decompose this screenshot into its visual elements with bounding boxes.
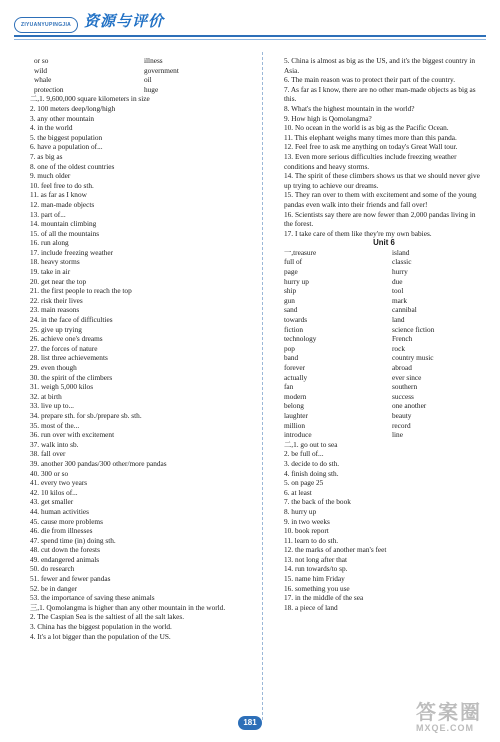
answer-line: 33. live up to...	[30, 401, 74, 411]
answer-line: 16. run along	[30, 238, 69, 248]
vocab-word: belong	[284, 401, 304, 411]
vocab-word: science fiction	[392, 324, 435, 334]
right-answer-list-top	[284, 56, 484, 238]
answer-line: 48. cut down the forests	[30, 545, 100, 555]
answer-line: 10. feel free to do sth.	[30, 180, 94, 190]
answer-line: 44. human activities	[30, 506, 89, 516]
answer-line: 4. It's a lot bigger than the population of the US.	[30, 631, 171, 641]
left-column	[30, 56, 256, 641]
answer-line: 27. the forces of nature	[30, 343, 98, 353]
answer-line: 9. much older	[30, 171, 71, 181]
answer-line: 18. heavy storms	[30, 257, 80, 267]
answer-line: 2. 100 meters deep/long/high	[30, 103, 116, 113]
vocab-word: full of	[284, 257, 303, 267]
answer-line: 15. They ran over to them with excitement and some of the young pandas even walk into their friends and fall over!	[284, 190, 477, 209]
column-divider	[262, 52, 263, 720]
answer-line: 25. give up trying	[30, 324, 82, 334]
answer-line: 8. What's the highest mountain in the world?	[284, 103, 415, 113]
left-answer-list	[30, 94, 256, 641]
answer-line: 47. spend time (in) doing sth.	[30, 535, 116, 545]
vocab-word: rock	[392, 343, 405, 353]
vocab-word: illness	[144, 56, 163, 65]
answer-line: 3. decide to do sth.	[284, 458, 340, 468]
answer-line: 18. a piece of land	[284, 602, 338, 612]
answer-line: 9. How high is Qomolangma?	[284, 113, 372, 123]
vocab-word: tool	[392, 286, 404, 296]
vocab-word: hurry	[392, 267, 408, 277]
answer-line: 17. in the middle of the sea	[284, 593, 364, 603]
answer-line: 4. in the world	[30, 123, 73, 133]
brand-label: ZIYUANYUPINGJIA	[14, 17, 78, 33]
answer-line: 2. The Caspian Sea is the saltiest of all the salt lakes.	[30, 612, 185, 622]
answer-line: 6. The main reason was to protect their part of the country.	[284, 75, 456, 85]
watermark-logo	[414, 696, 494, 738]
vocab-word: wild	[34, 65, 47, 75]
answer-line: 52. be in danger	[30, 583, 78, 593]
answer-line: 11. learn to do sth.	[284, 535, 339, 545]
answer-line: 17. include freezing weather	[30, 247, 114, 257]
answer-line: 15. of all the mountains	[30, 228, 100, 238]
vocab-word: whale	[34, 75, 52, 85]
right-answer-list-bottom	[284, 440, 484, 613]
answer-line: 8. one of the oldest countries	[30, 161, 115, 171]
page-number: 181	[238, 716, 262, 730]
answer-line: 4. finish doing sth.	[284, 468, 339, 478]
answer-line: 3. any other mountain	[30, 113, 95, 123]
answer-line: 20. get near the top	[30, 276, 87, 286]
answer-line: 36. run over with excitement	[30, 430, 115, 440]
answer-line: 49. endangered animals	[30, 554, 100, 564]
answer-line: 12. Feel free to ask me anything on today's Great Wall tour.	[284, 142, 458, 152]
answer-line: 10. No ocean in the world is as big as the Pacific Ocean.	[284, 123, 449, 133]
header-rule	[14, 35, 486, 37]
answer-line: 二,1. 9,600,000 square kilometers in size	[30, 94, 150, 104]
answer-line: 28. list three achievements	[30, 353, 108, 363]
vocab-word: band	[284, 353, 299, 363]
answer-line: 39. another 300 pandas/300 other/more pandas	[30, 458, 167, 468]
vocab-word: 一,treasure	[284, 247, 317, 257]
vocab-word: fan	[284, 382, 294, 392]
vocab-word: country music	[392, 353, 434, 363]
vocab-word: beauty	[392, 410, 412, 420]
watermark-text: 答案圈	[416, 702, 482, 724]
header-title: 资源与评价	[84, 12, 165, 30]
answer-line: 3. China has the biggest population in the world.	[30, 622, 172, 632]
answer-line: 42. 10 kilos of...	[30, 487, 78, 497]
vocab-word: gun	[284, 295, 295, 305]
answer-line: 5. China is almost as big as the US, and it's the biggest country in Asia.	[284, 56, 476, 75]
answer-line: 32. at birth	[30, 391, 62, 401]
answer-line: 17. I take care of them like they're my own babies.	[284, 228, 432, 238]
header-rule-thin	[14, 39, 486, 40]
vocab-word: million	[284, 420, 306, 430]
answer-line: 三,1. Qomolangma is higher than any other mountain in the world.	[30, 602, 226, 612]
vocab-word: French	[392, 334, 413, 344]
vocab-word: actually	[284, 372, 308, 382]
answer-line: 26. achieve one's dreams	[30, 334, 103, 344]
answer-line: 8. hurry up	[284, 506, 317, 516]
vocab-word: island	[392, 247, 410, 257]
answer-line: 21. the first people to reach the top	[30, 286, 132, 296]
answer-line: 31. weigh 5,000 kilos	[30, 382, 94, 392]
vocab-word: line	[392, 430, 403, 440]
vocab-word: technology	[284, 334, 317, 344]
answer-line: 11. as far as I know	[30, 190, 87, 200]
vocab-word: introduce	[284, 430, 312, 440]
answer-line: 38. fall over	[30, 449, 66, 459]
answer-line: 53. the importance of saving these animals	[30, 593, 155, 603]
vocab-word: forever	[284, 363, 306, 372]
vocab-word: or so	[34, 56, 49, 65]
answer-line: 43. get smaller	[30, 497, 74, 507]
answer-line: 15. name him Friday	[284, 574, 345, 584]
answer-line: 14. run towards/to sp.	[284, 564, 348, 574]
answer-line: 30. the spirit of the climbers	[30, 372, 113, 382]
answer-line: 41. every two years	[30, 478, 88, 488]
vocab-word: southern	[392, 382, 418, 392]
vocab-word: sand	[284, 305, 298, 315]
vocab-word: ever since	[392, 372, 422, 382]
answer-line: 7. As far as I know, there are no other man-made objects as big as this.	[284, 84, 476, 104]
answer-line: 16. something you use	[284, 583, 350, 593]
answer-line: 5. on page 25	[284, 478, 324, 488]
vocab-word: huge	[144, 84, 159, 94]
answer-line: 23. main reasons	[30, 305, 80, 315]
answer-line: 7. as big as	[30, 151, 63, 161]
answer-line: 13. Even more serious difficulties include freezing weather conditions and heavy storms.	[284, 151, 457, 171]
left-word-grid	[30, 56, 256, 94]
vocab-word: cannibal	[392, 305, 417, 315]
answer-line: 45. cause more problems	[30, 516, 103, 526]
vocab-word: government	[144, 65, 179, 75]
vocab-word: one another	[392, 401, 427, 411]
answer-line: 13. part of...	[30, 209, 66, 219]
answer-line: 50. do research	[30, 564, 75, 574]
answer-line: 22. risk their lives	[30, 295, 83, 305]
vocab-word: hurry up	[284, 276, 309, 286]
answer-line: 2. be full of...	[284, 449, 324, 459]
answer-line: 14. The spirit of these climbers shows us that we should never give up trying to achieve our dreams.	[284, 171, 480, 190]
answer-line: 34. prepare sth. for sb./prepare sb. sth.	[30, 410, 142, 420]
right-column	[284, 56, 484, 612]
vocab-word: due	[392, 276, 403, 286]
vocab-word: laughter	[284, 410, 308, 420]
vocab-word: record	[392, 420, 411, 430]
unit-heading: Unit 6	[373, 238, 395, 248]
answer-line: 6. have a population of...	[30, 142, 103, 152]
answer-line: 46. die from illnesses	[30, 526, 93, 536]
vocab-word: classic	[392, 257, 412, 267]
vocab-word: mark	[392, 295, 407, 305]
vocab-word: abroad	[392, 363, 412, 372]
vocab-word: page	[284, 267, 298, 277]
vocab-word: land	[392, 315, 405, 325]
answer-line: 35. most of the...	[30, 420, 80, 430]
answer-line: 二,1. go out to sea	[284, 439, 338, 449]
vocab-word: success	[392, 391, 414, 401]
answer-line: 7. the back of the book	[284, 497, 351, 507]
right-word-grid	[284, 248, 484, 440]
answer-line: 16. Scientists say there are now fewer than 2,000 pandas living in the forest.	[284, 209, 476, 229]
vocab-word: fiction	[284, 324, 304, 334]
page-header	[14, 8, 486, 42]
answer-line: 51. fewer and fewer pandas	[30, 574, 111, 584]
answer-line: 37. walk into sb.	[30, 439, 79, 449]
vocab-word: towards	[284, 315, 308, 325]
answer-line: 24. in the face of difficulties	[30, 315, 113, 325]
answer-line: 9. in two weeks	[284, 516, 330, 526]
answer-line: 19. take in air	[30, 267, 71, 277]
answer-line: 40. 300 or so	[30, 468, 69, 478]
vocab-word: modern	[284, 391, 307, 401]
answer-line: 14. mountain climbing	[30, 219, 97, 229]
vocab-word: oil	[144, 75, 152, 85]
answer-line: 10. book report	[284, 526, 329, 536]
answer-line: 29. even though	[30, 363, 77, 372]
vocab-word: protection	[34, 84, 64, 94]
vocab-word: pop	[284, 343, 295, 353]
answer-line: 6. at least	[284, 487, 312, 497]
answer-line: 12. man-made objects	[30, 199, 95, 209]
watermark-url: MXQE.COM	[416, 723, 475, 733]
answer-line: 11. This elephant weighs many times more than this panda.	[284, 132, 457, 142]
answer-line: 13. not long after that	[284, 554, 348, 564]
vocab-word: ship	[284, 286, 297, 296]
answer-line: 12. the marks of another man's feet	[284, 545, 387, 555]
answer-line: 5. the biggest population	[30, 132, 103, 142]
